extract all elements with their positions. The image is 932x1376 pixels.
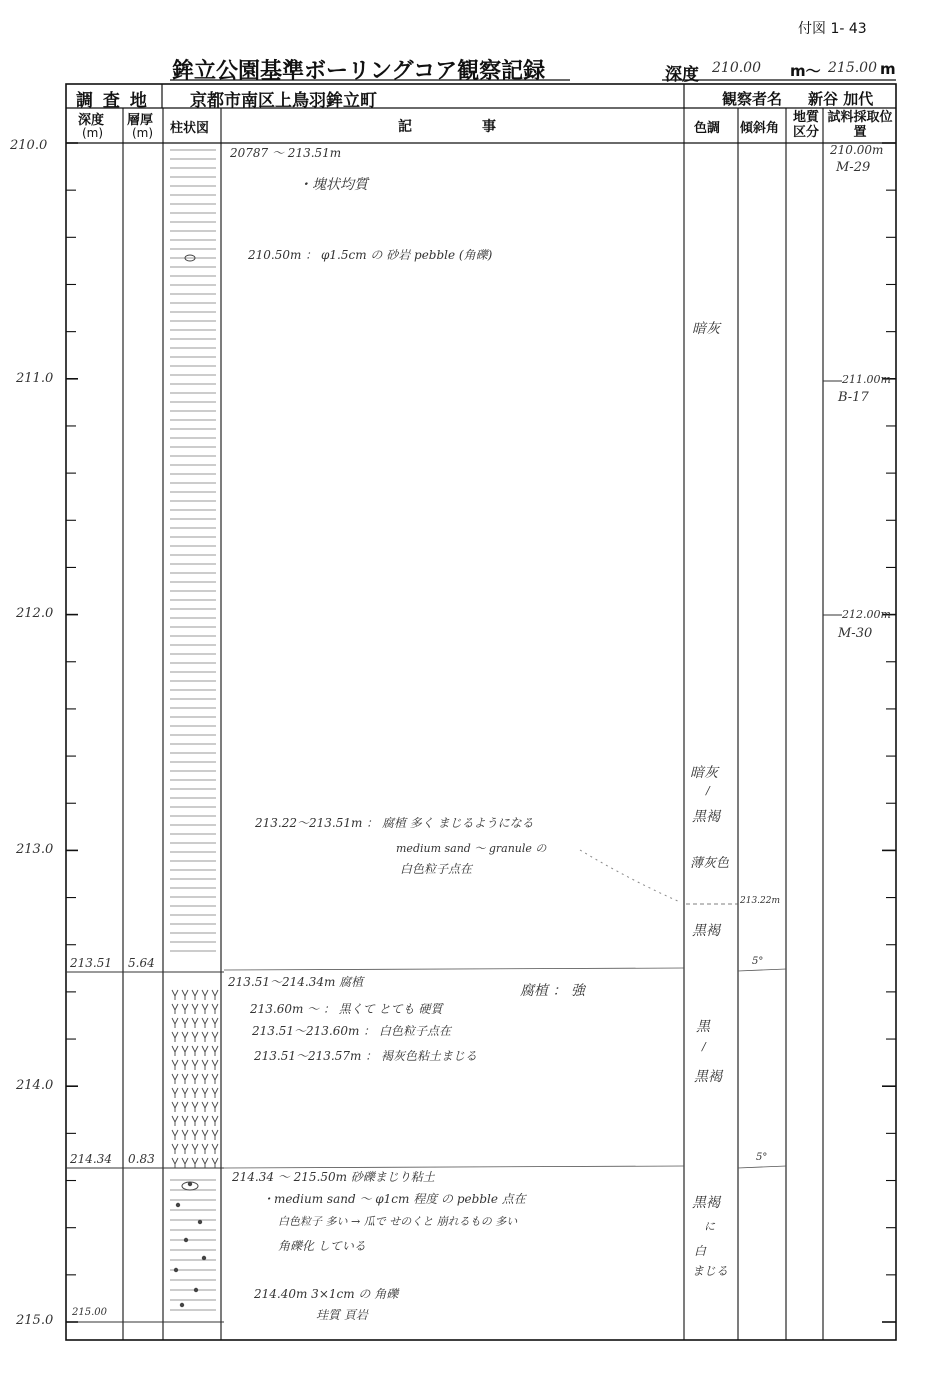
page-title: 鉾立公園基準ボーリングコア観察記録 [172, 59, 546, 84]
peat-symbol [212, 990, 218, 1000]
note-4: 213.22〜213.51m ： 腐植 多く まじるようになる [255, 816, 534, 830]
peat-symbol [212, 1158, 218, 1168]
boundary-thickness-2: 0.83 [128, 1152, 155, 1166]
peat-symbol [192, 1088, 198, 1098]
peat-symbol [172, 1060, 178, 1070]
gravel-dot [180, 1303, 184, 1307]
peat-symbol [172, 990, 178, 1000]
note-1: 20787 〜 213.51m [230, 146, 342, 160]
peat-symbol [172, 1032, 178, 1042]
peat-symbol [202, 1102, 208, 1112]
boundary-depth-3: 215.00 [72, 1307, 107, 1318]
note-11: 213.51〜213.57m ： 褐灰色粘土まじる [254, 1049, 477, 1063]
dip-boundary-depth: 213.22m [740, 896, 781, 906]
note-13: ・medium sand 〜 φ1cm 程度 の pebble 点在 [262, 1192, 526, 1206]
color-6: 黒褐 [692, 923, 720, 939]
peat-symbol [212, 1088, 218, 1098]
color-4: 黒褐 [692, 809, 720, 825]
depth-label-214: 214.0 [16, 1078, 54, 1093]
boundary-depth-1: 213.51 [70, 956, 112, 970]
peat-symbol [172, 1158, 178, 1168]
note-6: 白色粒子点在 [400, 862, 473, 876]
gravel-dot [202, 1256, 206, 1260]
color-1: 暗灰 [692, 321, 720, 337]
depth-range-unit1: m〜 [790, 62, 821, 80]
peat-symbol [182, 1004, 188, 1014]
peat-symbol [182, 1032, 188, 1042]
sample-depth-3: 212.00m [842, 608, 891, 621]
peat-symbol [212, 1046, 218, 1056]
peat-symbol [182, 1018, 188, 1028]
color-13: まじる [692, 1264, 729, 1278]
peat-symbol [182, 990, 188, 1000]
peat-symbol [212, 1144, 218, 1154]
peat-symbol [172, 1074, 178, 1084]
note-17: 珪質 頁岩 [316, 1308, 368, 1322]
note-8: 腐植 ： 強 [520, 983, 585, 999]
site-value: 京都市南区上鳥羽鉾立町 [190, 91, 377, 111]
peat-symbol [202, 1144, 208, 1154]
note-12: 214.34 〜 215.50m 砂礫まじり粘土 [232, 1170, 435, 1184]
peat-symbol [172, 1144, 178, 1154]
dip-angle-1: 5° [752, 956, 764, 967]
observer-label: 観察者名 [722, 90, 783, 108]
color-2: 暗灰 [690, 765, 718, 781]
peat-symbol [202, 1088, 208, 1098]
peat-symbol [172, 1102, 178, 1112]
peat-symbol [192, 1060, 198, 1070]
peat-symbol [182, 1144, 188, 1154]
gravel-dot [198, 1220, 202, 1224]
peat-symbol [212, 1060, 218, 1070]
peat-symbol [202, 1060, 208, 1070]
peat-symbol [192, 1116, 198, 1126]
peat-symbol [212, 1032, 218, 1042]
peat-symbol [172, 1116, 178, 1126]
col-color: 色調 [694, 121, 721, 136]
peat-symbol [192, 990, 198, 1000]
peat-symbol [202, 1046, 208, 1056]
col-notes: 記 事 [398, 119, 496, 135]
note-10: 213.51〜213.60m ： 白色粒子点在 [252, 1024, 451, 1038]
note-5: medium sand 〜 granule の [396, 842, 547, 855]
peat-symbol [212, 1074, 218, 1084]
gravel-dot [184, 1238, 188, 1242]
color-10: 黒褐 [692, 1195, 720, 1211]
peat-symbol [182, 1088, 188, 1098]
depth-range-label: 深度 [665, 65, 699, 85]
note-7: 213.51〜214.34m 腐植 [228, 975, 364, 989]
color-3: / [706, 784, 710, 797]
peat-symbol [192, 1032, 198, 1042]
peat-symbol [172, 1004, 178, 1014]
sample-id-3: M-30 [838, 626, 873, 641]
peat-symbol [172, 1018, 178, 1028]
peat-symbol [212, 1116, 218, 1126]
col-thickness: 層厚 [127, 113, 154, 128]
depth-label-211: 211.0 [16, 371, 54, 386]
peat-symbol [202, 1004, 208, 1014]
col-depth-unit: (m) [82, 126, 104, 140]
col-depth: 深度 [78, 113, 105, 128]
depth-range-unit2: m [880, 60, 896, 78]
gravel-dot [174, 1268, 178, 1272]
peat-symbol [202, 990, 208, 1000]
observer-name: 新谷 加代 [808, 90, 874, 108]
peat-symbol [192, 1004, 198, 1014]
peat-symbol [212, 1018, 218, 1028]
sample-depth-1: 210.00m [830, 143, 884, 157]
peat-symbol [182, 1102, 188, 1112]
peat-symbol [192, 1158, 198, 1168]
sample-id-2: B-17 [838, 390, 869, 405]
sample-id-1: M-29 [836, 160, 871, 175]
note-15: 角礫化 している [278, 1239, 366, 1253]
peat-symbol [182, 1116, 188, 1126]
boundary-depth-2: 214.34 [70, 1152, 112, 1166]
col-sample: 試料採取位置 [827, 110, 893, 140]
peat-symbol [202, 1158, 208, 1168]
peat-symbol [192, 1074, 198, 1084]
depth-label-215: 215.0 [16, 1313, 54, 1328]
peat-symbol [212, 1004, 218, 1014]
col-column-chart: 柱状図 [170, 121, 210, 136]
gravel-dot [176, 1203, 180, 1207]
peat-symbol [182, 1158, 188, 1168]
peat-symbol [212, 1130, 218, 1140]
depth-range-from: 210.00 [712, 60, 761, 76]
note-3: 210.50m ： φ1.5cm の 砂岩 pebble (角礫) [248, 248, 493, 262]
peat-symbol [172, 1046, 178, 1056]
peat-symbol [182, 1060, 188, 1070]
col-unit-div: 地質区分 [792, 110, 819, 140]
depth-range-to: 215.00 [828, 60, 877, 76]
note-16: 214.40m 3×1cm の 角礫 [254, 1287, 399, 1301]
sample-depth-2: 211.00m [842, 373, 891, 386]
peat-symbol [202, 1074, 208, 1084]
peat-symbol [202, 1130, 208, 1140]
col-dip: 傾斜角 [740, 121, 780, 136]
peat-symbol [182, 1074, 188, 1084]
peat-symbol [202, 1116, 208, 1126]
gravel-dot [194, 1288, 198, 1292]
dip-angle-2: 5° [756, 1152, 768, 1163]
peat-symbol [172, 1088, 178, 1098]
page-reference: 付図 1- 43 [798, 21, 867, 37]
note-14: 白色粒子 多い → 瓜で せのくと 崩れるもの 多い [278, 1215, 518, 1228]
note-9: 213.60m 〜 ： 黒くて とても 硬質 [250, 1002, 443, 1016]
peat-symbol [192, 1144, 198, 1154]
depth-label-212: 212.0 [16, 606, 54, 621]
peat-symbol [212, 1102, 218, 1112]
depth-label-213: 213.0 [16, 842, 54, 857]
peat-symbol [182, 1130, 188, 1140]
peat-symbol [202, 1018, 208, 1028]
color-7: 黒 [696, 1019, 710, 1035]
color-8: / [702, 1040, 706, 1053]
peat-symbol [182, 1046, 188, 1056]
color-12: 白 [694, 1244, 707, 1258]
site-label: 調 査 地 [76, 91, 149, 111]
color-11: に [704, 1220, 715, 1233]
peat-symbol [172, 1130, 178, 1140]
color-5: 薄灰色 [690, 856, 730, 871]
peat-symbol [192, 1102, 198, 1112]
color-9: 黒褐 [694, 1069, 722, 1085]
peat-symbol [192, 1018, 198, 1028]
peat-symbol [202, 1032, 208, 1042]
peat-symbol [192, 1130, 198, 1140]
boundary-thickness-1: 5.64 [128, 956, 155, 970]
col-thickness-unit: (m) [132, 126, 154, 140]
note-2: ・塊状均質 [298, 177, 368, 193]
peat-symbol [192, 1046, 198, 1056]
depth-label-210: 210.0 [10, 138, 48, 153]
